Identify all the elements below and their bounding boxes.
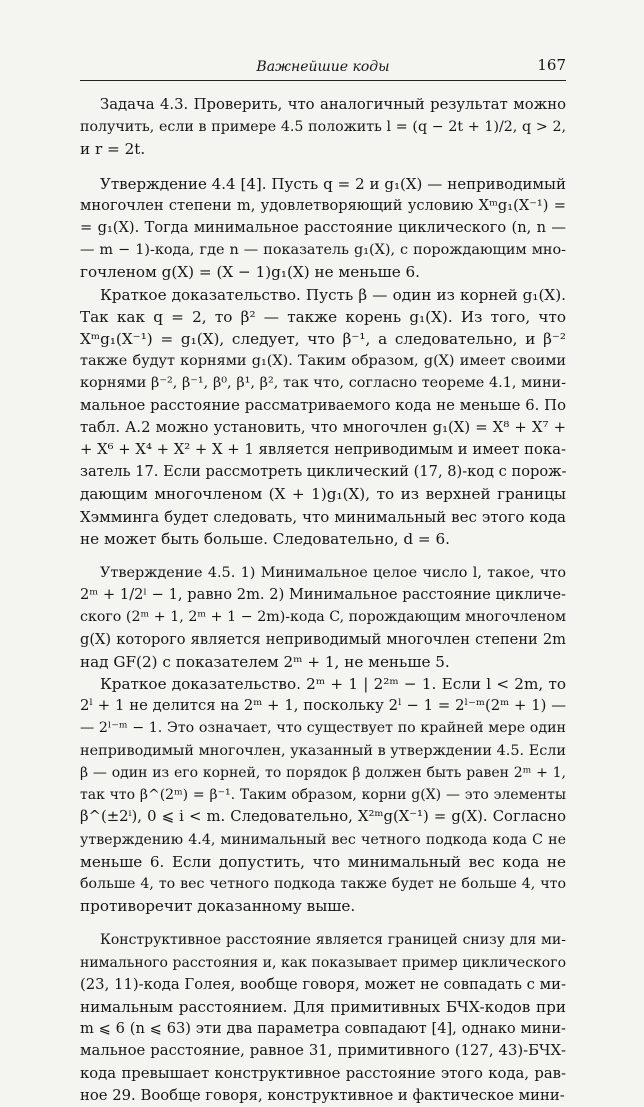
text-line: 2ˡ + 1 не делится на 2ᵐ + 1, поскольку 2ˡ − 1 = 2ˡ⁻ᵐ(2ᵐ + 1) — xyxy=(80,697,566,715)
problem-4-3 xyxy=(80,94,566,161)
text-line: и r = 2t. xyxy=(80,140,146,159)
text-line: противоречит доказанному выше. xyxy=(80,897,356,916)
page-body xyxy=(80,94,566,1107)
text-line: β — один из его корней, то порядок β должен быть равен 2ᵐ + 1, xyxy=(80,764,566,781)
text-line: β^(±2ⁱ), 0 ⩽ i < m. Следовательно, X²ᵐg(X⁻¹) = g(X). Согласно xyxy=(80,808,566,826)
text-line: m ⩽ 6 (n ⩽ 63) эти два параметра совпадают [4], однако мини- xyxy=(80,1020,566,1038)
text-line: так что β^(2ᵐ) = β⁻¹. Таким образом, корни g(X) — это элементы xyxy=(80,787,566,804)
text-line: + X⁶ + X⁴ + X² + X + 1 является неприводимым и имеет пока- xyxy=(80,441,566,459)
text-line: меньше 6. Если допустить, что минимальный вес кода не xyxy=(80,852,566,871)
text-line: также будут корнями g₁(X). Таким образом, g(X) имеет своими xyxy=(80,353,566,370)
text-line: 2ᵐ + 1/2ˡ − 1, равно 2m. 2) Минимальное расстояние цикличе- xyxy=(80,586,566,604)
text-line: табл. А.2 можно установить, что многочлен g₁(X) = X⁸ + X⁷ + xyxy=(80,418,566,436)
text-line: ского (2ᵐ + 1, 2ᵐ + 1 − 2m)-кода C, порождающим многочленом xyxy=(80,609,566,626)
proof-4-4 xyxy=(80,284,566,550)
text-line: Хэмминга будет следовать, что минимальный вес этого кода xyxy=(80,507,566,526)
text-line: нимальным расстоянием. Для примитивных БЧХ-кодов при xyxy=(80,997,566,1016)
text-line: мальное расстояние рассматриваемого кода не меньше 6. По xyxy=(80,396,566,414)
text-line: Утверждение 4.5. 1) Минимальное целое число l, такое, что xyxy=(100,565,566,582)
running-head xyxy=(80,52,566,74)
text-line: Краткое доказательство. 2ᵐ + 1 | 2²ᵐ − 1. Если l < 2m, то xyxy=(100,675,566,694)
text-line: кода превышает конструктивное расстояние этого кода, рав- xyxy=(80,1064,566,1082)
text-line: корнями β⁻², β⁻¹, β⁰, β¹, β², так что, согласно теореме 4.1, мини- xyxy=(80,375,566,392)
page-number: 167 xyxy=(537,56,566,74)
text-line: дающим многочленом (X + 1)g₁(X), то из верхней границы xyxy=(80,485,566,504)
text-line: утверждению 4.4, минимальный вес четного подкода кода C не xyxy=(80,831,566,848)
text-line: больше 4, то вес четного подкода также будет не больше 4, что xyxy=(80,875,566,892)
text-line: Так как q = 2, то β² — также корень g₁(X). Из того, что xyxy=(80,307,566,326)
proof-4-5 xyxy=(80,673,566,917)
text-line: неприводимый многочлен, указанный в утверждении 4.5. Если xyxy=(80,742,566,759)
text-line: g(X) которого является неприводимый многочлен степени 2m xyxy=(80,630,566,648)
text-line: — m − 1)-кода, где n — показатель g₁(X), с порождающим мно- xyxy=(80,242,566,259)
text-line: Краткое доказательство. Пусть β — один из корней g₁(X). xyxy=(100,285,566,304)
text-line: Задача 4.3. Проверить, что аналогичный результат можно xyxy=(100,96,566,113)
text-line: мальное расстояние, равное 31, примитивного (127, 43)-БЧХ- xyxy=(80,1042,566,1060)
text-line: (23, 11)-кода Голея, вообще говоря, может не совпадать с ми- xyxy=(80,975,566,993)
text-line: ное 29. Вообще говоря, конструктивное и фактическое мини- xyxy=(80,1086,565,1104)
text-line: Xᵐg₁(X⁻¹) = g₁(X), следует, что β⁻¹, а следовательно, и β⁻² xyxy=(80,330,566,349)
statement-4-5 xyxy=(80,562,566,673)
statement-4-4 xyxy=(80,173,566,284)
header-rule xyxy=(80,80,566,81)
text-line: над GF(2) с показателем 2ᵐ + 1, не меньше 5. xyxy=(80,652,450,671)
closing-paragraph xyxy=(80,929,566,1107)
text-line: нимального расстояния и, как показывает пример циклического xyxy=(80,954,566,971)
text-line: = g₁(X). Тогда минимальное расстояние циклического (n, n — xyxy=(80,219,566,237)
text-line: Утверждение 4.4 [4]. Пусть q = 2 и g₁(X) — неприводимый xyxy=(100,174,566,193)
running-title: Важнейшие коды xyxy=(256,59,390,75)
text-line: получить, если в примере 4.5 положить l = (q − 2t + 1)/2, q > 2, xyxy=(80,119,566,136)
text-line: не может быть больше. Следовательно, d = 6. xyxy=(80,529,450,548)
text-line: затель 17. Если рассмотреть циклический (17, 8)-код с порож- xyxy=(80,463,567,481)
text-line: многочлен степени m, удовлетворяющий условию Xᵐg₁(X⁻¹) = xyxy=(80,196,566,214)
text-line: гочленом g(X) = (X − 1)g₁(X) не меньше 6. xyxy=(80,263,421,282)
text-line: Конструктивное расстояние является границей снизу для ми- xyxy=(100,932,566,949)
text-line: — 2ˡ⁻ᵐ − 1. Это означает, что существует по крайней мере один xyxy=(80,720,566,737)
